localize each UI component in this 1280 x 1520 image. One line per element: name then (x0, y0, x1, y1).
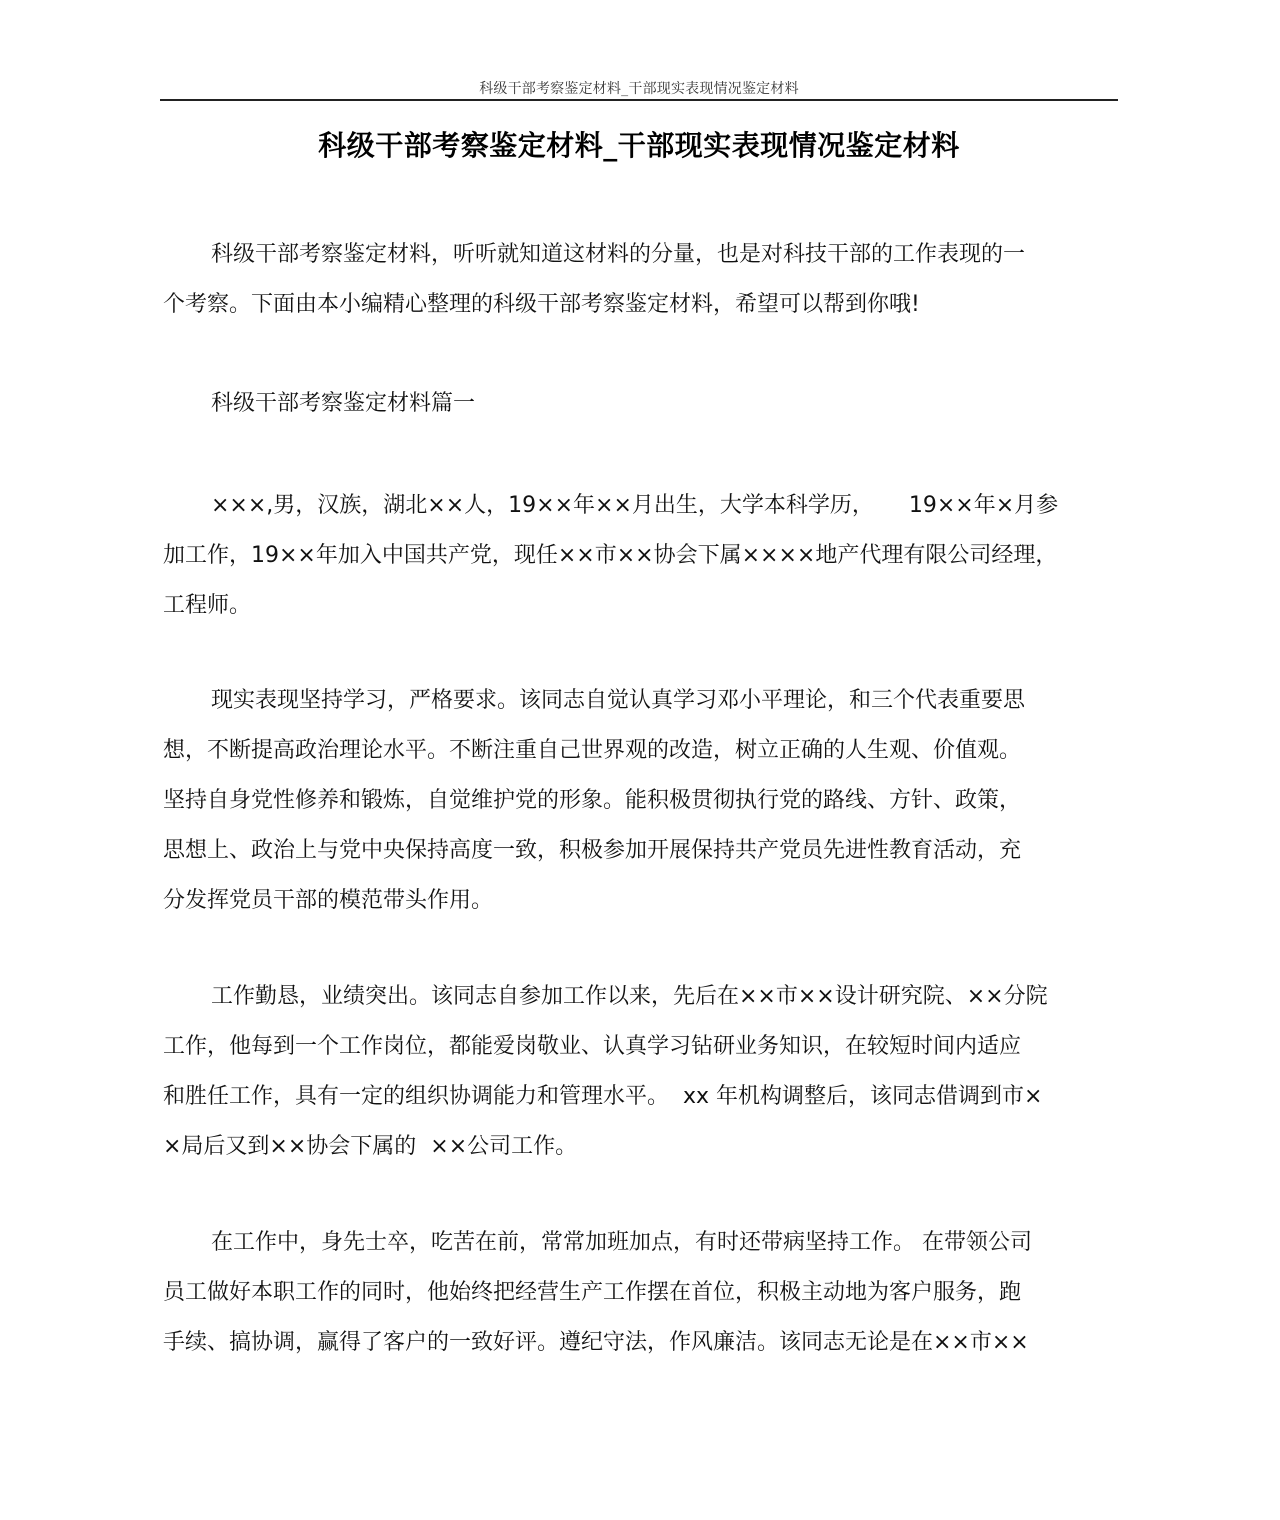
paragraph-line: 思想上、政治上与党中央保持高度一致，积极参加开展保持共产党员先进性教育活动，充 (163, 838, 1022, 863)
header-divider (160, 99, 1118, 101)
paragraph-line: 个考察。下面由本小编精心整理的科级干部考察鉴定材料，希望可以帮到你哦! (163, 292, 920, 317)
paragraph-line: ×局后又到××协会下属的 ××公司工作。 (163, 1134, 578, 1159)
paragraph-line: 员工做好本职工作的同时，他始终把经营生产工作摆在首位，积极主动地为客户服务，跑 (163, 1280, 1022, 1305)
paragraph-line: 工作勤恳，业绩突出。该同志自参加工作以来，先后在××市××设计研究院、××分院 (211, 984, 1048, 1009)
paragraph-line: 和胜任工作，具有一定的组织协调能力和管理水平。 xx 年机构调整后，该同志借调到市× (163, 1084, 1043, 1109)
paragraph-line: 在工作中，身先士卒，吃苦在前，常常加班加点，有时还带病坚持工作。 在带领公司 (211, 1230, 1032, 1255)
document-title: 科级干部考察鉴定材料_干部现实表现情况鉴定材料 (318, 129, 960, 162)
paragraph-work (163, 972, 1133, 1172)
paragraph-line: 工程师。 (163, 593, 252, 618)
paragraph-line: 手续、搞协调，赢得了客户的一致好评。遵纪守法，作风廉洁。该同志无论是在××市×× (163, 1330, 1029, 1355)
paragraph-line: 加工作，19××年加入中国共产党，现任××市××协会下属××××地产代理有限公司经理， (163, 543, 1058, 568)
paragraph-study (163, 676, 1133, 926)
paragraph-line: 科级干部考察鉴定材料，听听就知道这材料的分量，也是对科技干部的工作表现的一 (211, 242, 1026, 267)
paragraph-line: 工作，他每到一个工作岗位，都能爱岗敬业、认真学习钻研业务知识，在较短时间内适应 (163, 1034, 1022, 1059)
section-heading-text: 科级干部考察鉴定材料篇一 (211, 391, 476, 416)
paragraph-line: 分发挥党员干部的模范带头作用。 (163, 888, 494, 913)
paragraph-line: 现实表现坚持学习，严格要求。该同志自觉认真学习邓小平理论，和三个代表重要思 (211, 688, 1026, 713)
paragraph-line: 坚持自身党性修养和锻炼，自觉维护党的形象。能积极贯彻执行党的路线、方针、政策， (163, 788, 1022, 813)
running-header: 科级干部考察鉴定材料_干部现实表现情况鉴定材料 (479, 81, 799, 97)
paragraph-line: ×××,男，汉族，湖北××人，19××年××月出生，大学本科学历， 19××年×月参 (211, 493, 1059, 518)
section-heading (163, 379, 1133, 429)
paragraph-line: 想，不断提高政治理论水平。不断注重自己世界观的改造，树立正确的人生观、价值观。 (163, 738, 1022, 763)
paragraph-personal-info (163, 481, 1133, 631)
paragraph-intro (163, 230, 1133, 330)
paragraph-dedication (163, 1218, 1133, 1368)
